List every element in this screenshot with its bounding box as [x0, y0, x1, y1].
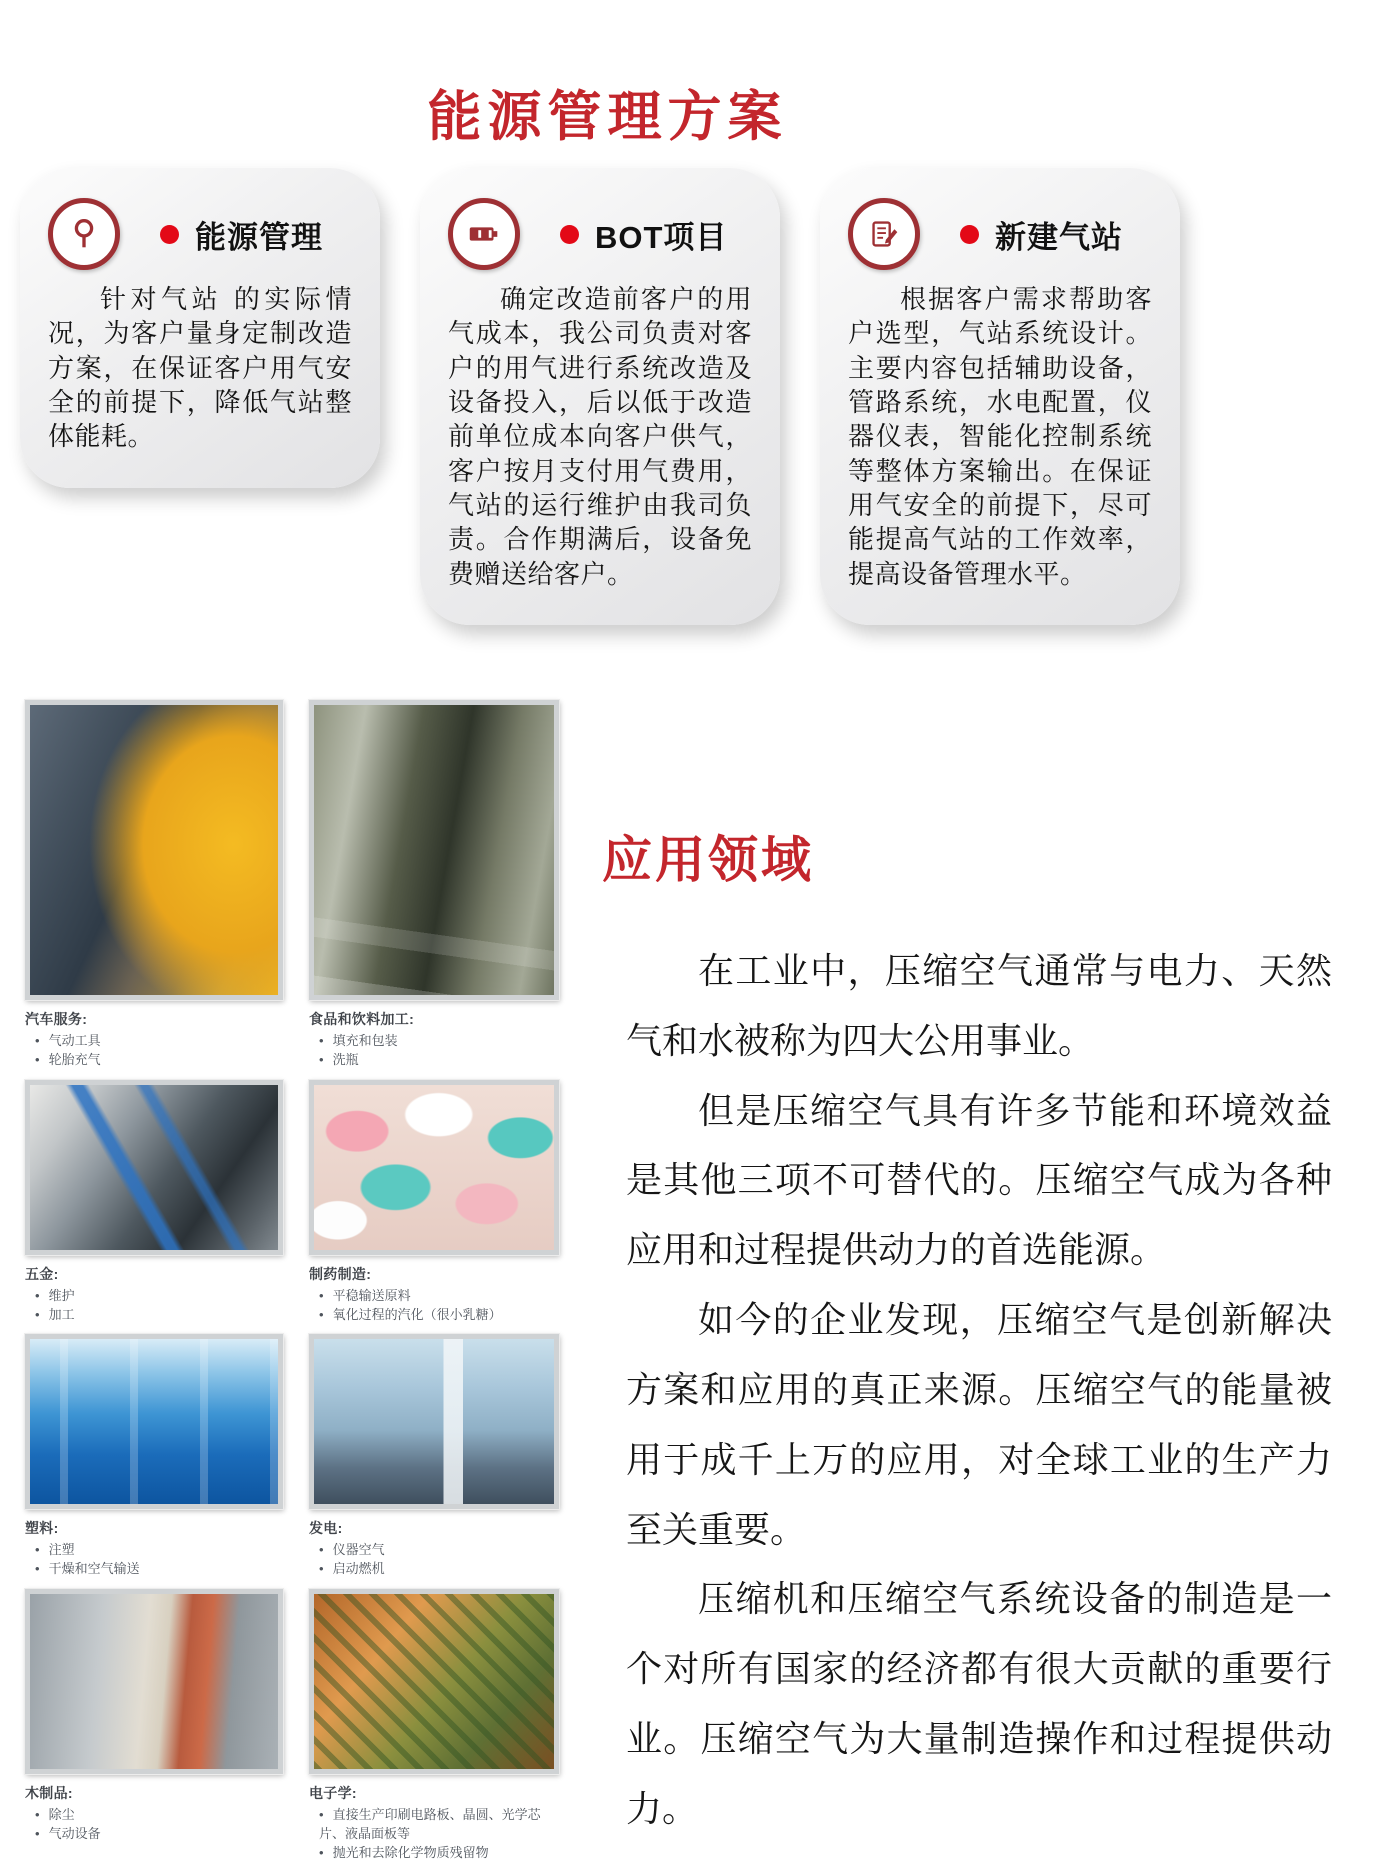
application-photo-grid — [25, 700, 559, 1873]
photo-figure — [25, 700, 283, 1070]
card-new-gas-station — [820, 168, 1180, 625]
battery-icon — [465, 215, 503, 253]
photo-plastic-bottles — [25, 1334, 283, 1509]
paragraph: 如今的企业发现，压缩空气是创新解决方案和应用的真正来源。压缩空气的能量被用于成千上万的应用，对全球工业的生产力至关重要。 — [626, 1299, 1332, 1550]
card-bot-project — [420, 168, 780, 625]
photo-pharmaceutical — [309, 1080, 559, 1255]
photo-caption — [25, 1783, 283, 1844]
gallery-row — [25, 700, 559, 1070]
caption-title: 五金: — [25, 1265, 59, 1282]
caption-bullet: • 气动工具 — [25, 1032, 283, 1051]
caption-bullet: • 除尘 — [25, 1806, 283, 1825]
paragraph: 压缩机和压缩空气系统设备的制造是一个对所有国家的经济都有很大贡献的重要行业。压缩空气为大量制造操作和过程提供动力。 — [626, 1578, 1332, 1829]
caption-bullet: • 启动燃机 — [309, 1560, 559, 1579]
caption-bullet: • 氧化过程的汽化（很小乳糖） — [309, 1306, 559, 1325]
gallery-row — [25, 1334, 559, 1579]
icon-circle — [448, 198, 520, 270]
photo-caption — [25, 1264, 283, 1325]
paragraph: 但是压缩空气具有许多节能和环境效益是其他三项不可替代的。压缩空气成为各种应用和过程提供动力的首选能源。 — [626, 1089, 1332, 1271]
photo-caption — [309, 1783, 559, 1863]
title-bullet-dot — [560, 225, 579, 244]
title-bullet-dot — [160, 225, 179, 244]
caption-title: 发电: — [309, 1520, 343, 1537]
photo-metal-fabrication — [25, 1080, 283, 1255]
photo-figure — [309, 1080, 559, 1325]
card-body-text: 针对气站 的实际情况，为客户量身定制改造方案，在保证客户用气安全的前提下，降低气站整体能耗。 — [48, 284, 352, 452]
document-edit-icon — [865, 215, 903, 253]
card-header — [848, 198, 1152, 270]
caption-bullet: • 气动设备 — [25, 1825, 283, 1844]
photo-figure — [309, 1589, 559, 1863]
caption-title: 制药制造: — [309, 1265, 372, 1282]
card-title: 新建气站 — [995, 219, 1123, 255]
photo-woodworking — [25, 1589, 283, 1774]
photo-caption — [309, 1264, 559, 1325]
title-bullet-dot — [960, 225, 979, 244]
caption-title: 木制品: — [25, 1785, 73, 1802]
photo-figure — [309, 700, 559, 1070]
card-energy-management — [20, 168, 380, 488]
photo-caption — [309, 1009, 559, 1070]
caption-bullet: • 维护 — [25, 1287, 283, 1306]
page-title: 能源管理方案 — [427, 87, 788, 148]
card-header — [448, 198, 752, 270]
caption-bullet: • 洗瓶 — [309, 1051, 559, 1070]
photo-power-plant — [309, 1334, 559, 1509]
caption-bullet: • 直接生产印刷电路板、晶圆、光学芯片、液晶面板等 — [309, 1806, 559, 1844]
photo-food-beverage — [309, 700, 559, 1000]
solution-cards — [20, 168, 1180, 625]
caption-bullet: • 轮胎充气 — [25, 1051, 283, 1070]
card-body-text: 确定改造前客户的用气成本，我公司负责对客户的用气进行系统改造及设备投入，后以低于改造前单位成本向客户供气，客户按月支付用气费用，气站的运行维护由我司负责。合作期满后，设备免费赠送给客户。 — [448, 284, 752, 589]
caption-title: 食品和饮料加工: — [309, 1011, 415, 1027]
caption-title: 电子学: — [309, 1785, 357, 1802]
photo-circuit-board — [309, 1589, 559, 1774]
caption-bullet: • 填充和包装 — [309, 1032, 559, 1051]
caption-title: 汽车服务: — [25, 1011, 88, 1027]
card-title: BOT项目 — [595, 219, 728, 255]
section-title: 应用领域 — [602, 832, 814, 888]
icon-circle — [848, 198, 920, 270]
caption-title: 塑料: — [25, 1520, 59, 1537]
caption-bullet: • 仪器空气 — [309, 1541, 559, 1560]
application-section — [600, 820, 1340, 1844]
card-header — [48, 198, 352, 270]
photo-caption — [25, 1518, 283, 1579]
magnifier-icon — [65, 215, 103, 253]
photo-figure — [25, 1589, 283, 1844]
photo-caption — [25, 1009, 283, 1070]
gallery-row — [25, 1080, 559, 1325]
caption-bullet: • 抛光和去除化学物质残留物 — [309, 1844, 559, 1863]
application-text — [626, 936, 1332, 1844]
photo-caption — [309, 1518, 559, 1579]
caption-bullet: • 干燥和空气输送 — [25, 1560, 283, 1579]
caption-bullet: • 加工 — [25, 1306, 283, 1325]
caption-bullet: • 平稳输送原料 — [309, 1287, 559, 1306]
photo-figure — [309, 1334, 559, 1579]
icon-circle — [48, 198, 120, 270]
card-title: 能源管理 — [195, 219, 323, 255]
paragraph: 在工业中，压缩空气通常与电力、天然气和水被称为四大公用事业。 — [626, 950, 1332, 1061]
caption-bullet: • 注塑 — [25, 1541, 283, 1560]
photo-auto-service — [25, 700, 283, 1000]
photo-figure — [25, 1080, 283, 1325]
gallery-row — [25, 1589, 559, 1863]
photo-figure — [25, 1334, 283, 1579]
card-body-text: 根据客户需求帮助客户选型，气站系统设计。主要内容包括辅助设备，管路系统，水电配置，仪器仪表，智能化控制系统等整体方案输出。在保证用气安全的前提下，尽可能提高气站的工作效率，提高设备管理水平。 — [848, 284, 1152, 589]
